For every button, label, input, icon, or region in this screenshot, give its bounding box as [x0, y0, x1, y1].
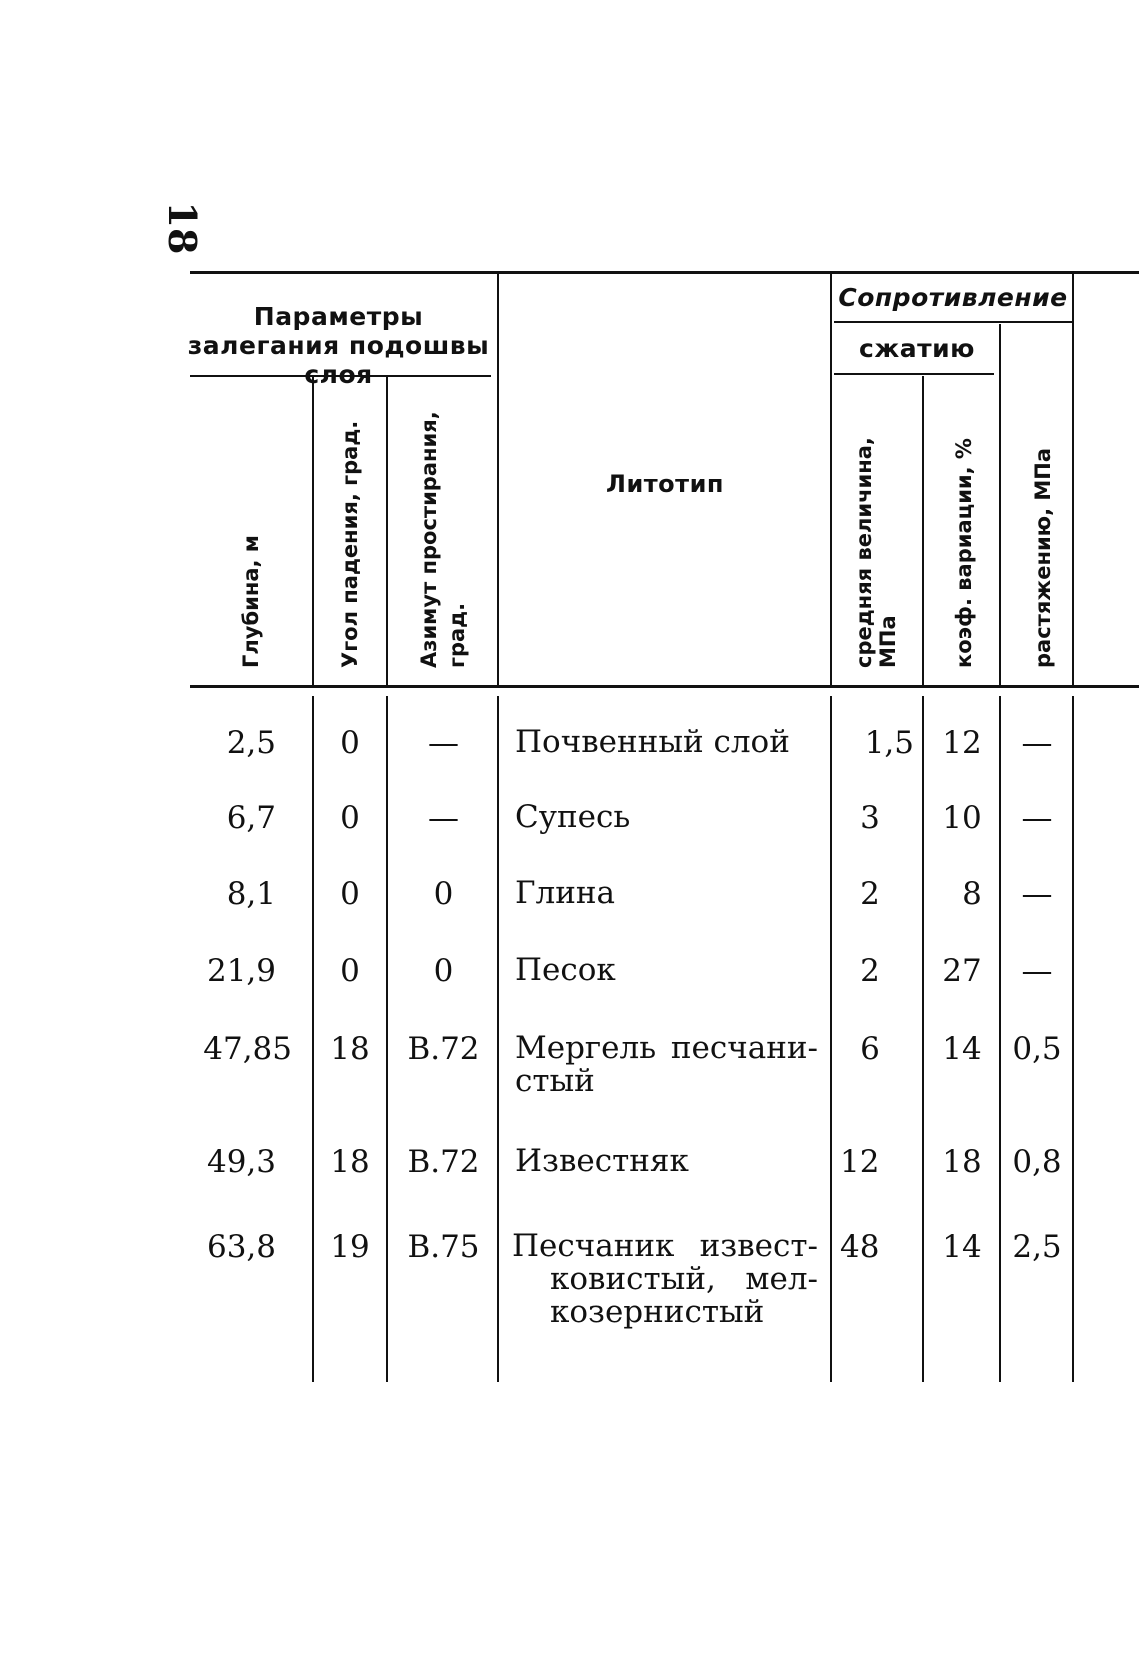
azimuth-cell: В.72 — [407, 1144, 480, 1180]
dip-cell: 19 — [330, 1229, 370, 1265]
params-group-header: Параметры залегания подошвы слоя — [187, 302, 490, 389]
col-rule-variation-tension-header — [999, 324, 1001, 685]
tension-cell: — — [1021, 725, 1053, 761]
lithotype-line: стый — [515, 1063, 595, 1099]
lithotype-line: Известняк — [515, 1143, 689, 1179]
dip-cell: 0 — [340, 876, 360, 912]
depth-column-header: Глубина, м — [239, 535, 263, 668]
lithotype-header: Литотип — [606, 470, 724, 498]
col-rule-lithotype-mean — [830, 696, 832, 1382]
variation-coef-column-header: коэф. вариации, % — [952, 438, 976, 668]
mean-cell: 12 — [840, 1144, 880, 1180]
resistance-group-header: Сопротивление — [838, 283, 1068, 312]
col-rule-mean-variation — [922, 696, 924, 1382]
col-rule-params-lithotype-header — [497, 274, 499, 685]
azimuth-cell: — — [428, 725, 459, 761]
azimuth-cell: В.75 — [407, 1229, 480, 1265]
azimuth-cell: 0 — [433, 953, 454, 989]
mean-cell: 3 — [860, 800, 880, 836]
azimuth-cell: — — [428, 800, 459, 836]
col-rule-dip-azimuth — [386, 696, 388, 1382]
azimuth-cell: 0 — [433, 876, 454, 912]
mean-cell: 2 — [860, 876, 880, 912]
lithotype-line: ковистый, мел- — [550, 1261, 818, 1297]
table-top-rule — [190, 271, 1139, 274]
variation-cell: 12 — [942, 725, 982, 761]
col-rule-right-edge — [1072, 696, 1074, 1382]
tension-cell: — — [1021, 876, 1053, 912]
lithotype-cell — [515, 1145, 818, 1178]
tension-column-header: растяжению, МПа — [1031, 447, 1055, 668]
dip-cell: 18 — [330, 1144, 370, 1180]
lithotype-cell — [515, 877, 818, 910]
variation-cell: 27 — [942, 953, 982, 989]
depth-cell: 21,9 — [206, 953, 276, 989]
lithotype-line: Глина — [515, 875, 616, 911]
col-rule-dip-azimuth-header — [386, 377, 388, 685]
azimuth-cell: В.72 — [407, 1031, 480, 1067]
lithotype-line: козернистый — [550, 1294, 765, 1330]
azimuth-column-header-line1: Азимут простирания, — [417, 411, 441, 668]
col-rule-depth-dip — [312, 696, 314, 1382]
variation-cell: 8 — [962, 876, 982, 912]
lithotype-line: Супесь — [515, 799, 631, 835]
tension-cell: — — [1021, 953, 1053, 989]
mean-cell: 6 — [860, 1031, 880, 1067]
lithotype-line: Песчаник извест- — [512, 1228, 818, 1264]
variation-cell: 10 — [942, 800, 982, 836]
dip-cell: 0 — [340, 725, 360, 761]
col-rule-depth-dip-header — [312, 377, 314, 685]
azimuth-column-header-line2: град. — [445, 602, 469, 668]
compression-subrule — [834, 373, 994, 375]
resistance-subrule — [834, 321, 1072, 323]
lithotype-line: Мергель песчани- — [515, 1030, 818, 1066]
dip-cell: 18 — [330, 1031, 370, 1067]
lithotype-cell — [515, 726, 818, 759]
compression-group-header: сжатию — [859, 334, 975, 363]
col-rule-variation-tension — [999, 696, 1001, 1382]
col-rule-lithotype-mean-header — [830, 274, 832, 685]
col-rule-azimuth-lithotype — [497, 696, 499, 1382]
mean-cell: 2 — [860, 953, 880, 989]
tension-cell: 0,5 — [1012, 1031, 1062, 1067]
dip-angle-column-header: Угол падения, град. — [338, 420, 362, 668]
mean-value-column-header-line1: средняя величина, — [852, 437, 876, 668]
lithotype-cell — [515, 954, 818, 987]
depth-cell: 8,1 — [226, 876, 276, 912]
depth-cell: 49,3 — [206, 1144, 276, 1180]
lithotype-cell — [515, 1032, 818, 1098]
lithotype-cell — [512, 1230, 818, 1329]
mean-cell: 1,5 — [864, 725, 914, 761]
lithotype-line: Почвенный слой — [515, 724, 790, 760]
page-number: 18 — [160, 201, 205, 255]
depth-cell: 6,7 — [226, 800, 276, 836]
lithotype-cell — [515, 801, 818, 834]
mean-value-column-header-line2: МПа — [876, 615, 900, 668]
header-bottom-rule — [190, 685, 1139, 688]
depth-cell: 2,5 — [226, 725, 276, 761]
mean-cell: 48 — [840, 1229, 880, 1265]
tension-cell: — — [1021, 800, 1053, 836]
depth-cell: 47,85 — [203, 1031, 292, 1067]
variation-cell: 18 — [942, 1144, 982, 1180]
variation-cell: 14 — [942, 1031, 982, 1067]
tension-cell: 0,8 — [1012, 1144, 1062, 1180]
dip-cell: 0 — [340, 953, 360, 989]
dip-cell: 0 — [340, 800, 360, 836]
lithotype-line: Песок — [515, 952, 616, 988]
col-rule-right-edge-header — [1072, 274, 1074, 685]
tension-cell: 2,5 — [1012, 1229, 1062, 1265]
depth-cell: 63,8 — [206, 1229, 276, 1265]
col-rule-mean-variation-header — [922, 376, 924, 685]
variation-cell: 14 — [942, 1229, 982, 1265]
